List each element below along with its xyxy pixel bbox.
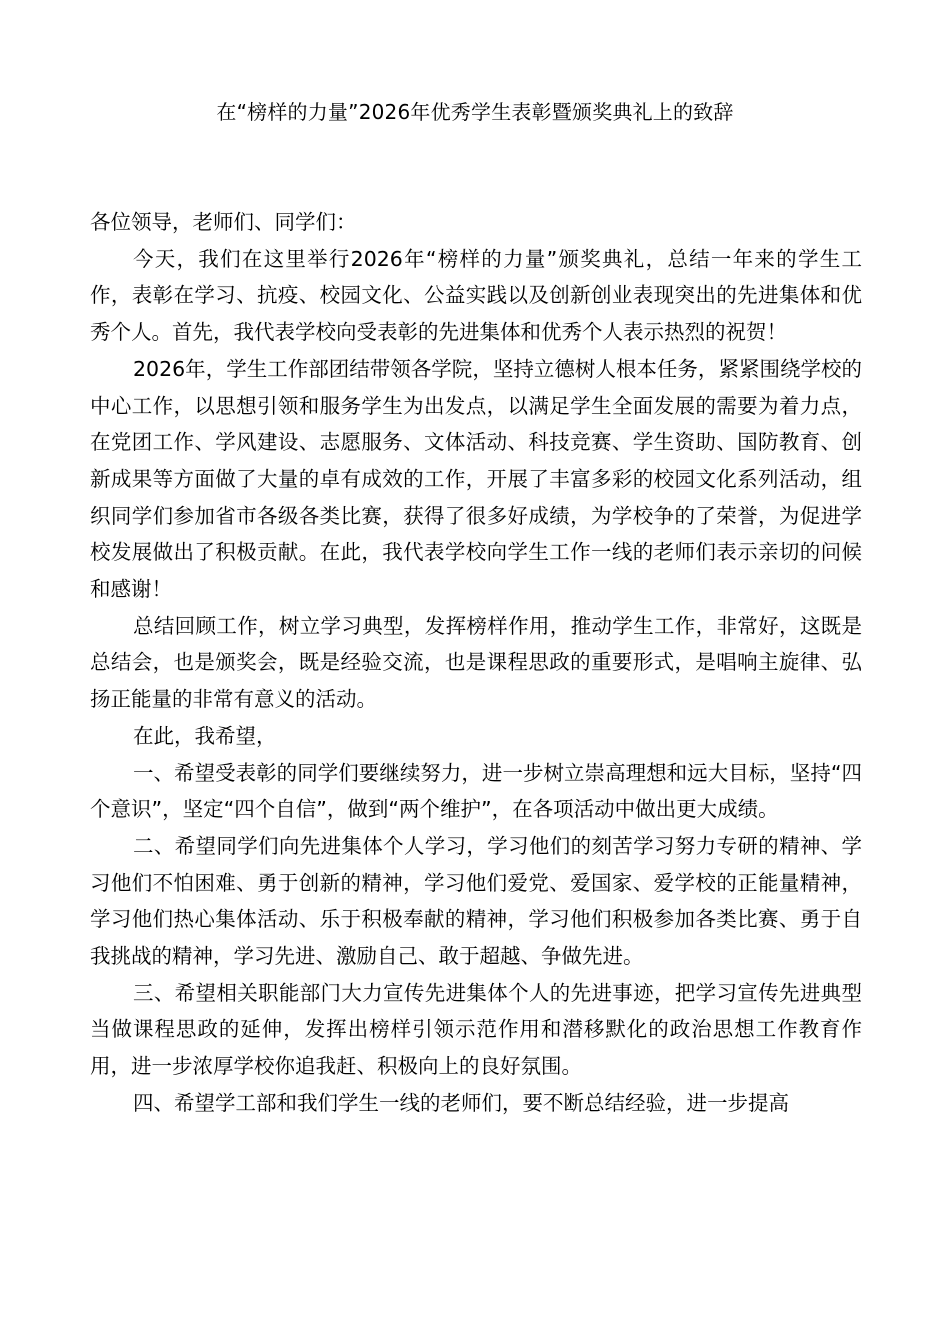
document-title: 在“榜样的力量”2026年优秀学生表彰暨颁奖典礼上的致辞 [216,100,734,124]
paragraph: 总结回顾工作，树立学习典型，发挥榜样作用，推动学生工作，非常好，这既是总结会，也是颁奖会，既是经验交流，也是课程思政的重要形式，是唱响主旋律、弘扬正能量的非常有意义的活动。 [90,613,862,712]
paragraph: 在此，我希望， [133,723,277,748]
paragraph: 三、希望相关职能部门大力宣传先进集体个人的先进事迹，把学习宣传先进典型当做课程思政的延伸，发挥出榜样引领示范作用和潜移默化的政治思想工作教育作用，进一步浓厚学校你追我赶、积极向上的良好氛围。 [90,980,862,1079]
document-body [90,204,862,1122]
salutation: 各位领导，老师们、同学们： [90,210,357,234]
paragraph: 今天，我们在这里举行2026年“榜样的力量”颁奖典礼，总结一年来的学生工作，表彰在学习、抗疫、校园文化、公益实践以及创新创业表现突出的先进集体和优秀个人。首先，我代表学校向受表彰的先进集体和优秀个人表示热烈的祝贺！ [90,246,862,345]
paragraph: 一、希望受表彰的同学们要继续努力，进一步树立崇高理想和远大目标，坚持“四个意识”，坚定“四个自信”，做到“两个维护”，在各项活动中做出更大成绩。 [90,760,862,822]
paragraph: 四、希望学工部和我们学生一线的老师们，要不断总结经验，进一步提高 [133,1090,789,1115]
paragraph: 2026年，学生工作部团结带领各学院，坚持立德树人根本任务，紧紧围绕学校的中心工作，以思想引领和服务学生为出发点，以满足学生全面发展的需要为着力点，在党团工作、学风建设、志愿服务、文体活动、科技竞赛、学生资助、国防教育、创新成果等方面做了大量的卓有成效的工作，开展了丰富多彩的校园文化系列活动，组织同学们参加省市各级各类比赛，获得了很多好成绩，为学校争的了荣誉，为促进学校发展做出了积极贡献。在此，我代表学校向学生工作一线的老师们表示亲切的问候和感谢！ [90,356,862,602]
paragraph: 二、希望同学们向先进集体个人学习，学习他们的刻苦学习努力专研的精神、学习他们不怕困难、勇于创新的精神，学习他们爱党、爱国家、爱学校的正能量精神，学习他们热心集体活动、乐于积极奉献的精神，学习他们积极参加各类比赛、勇于自我挑战的精神，学习先进、激励自己、敢于超越、争做先进。 [90,833,862,969]
